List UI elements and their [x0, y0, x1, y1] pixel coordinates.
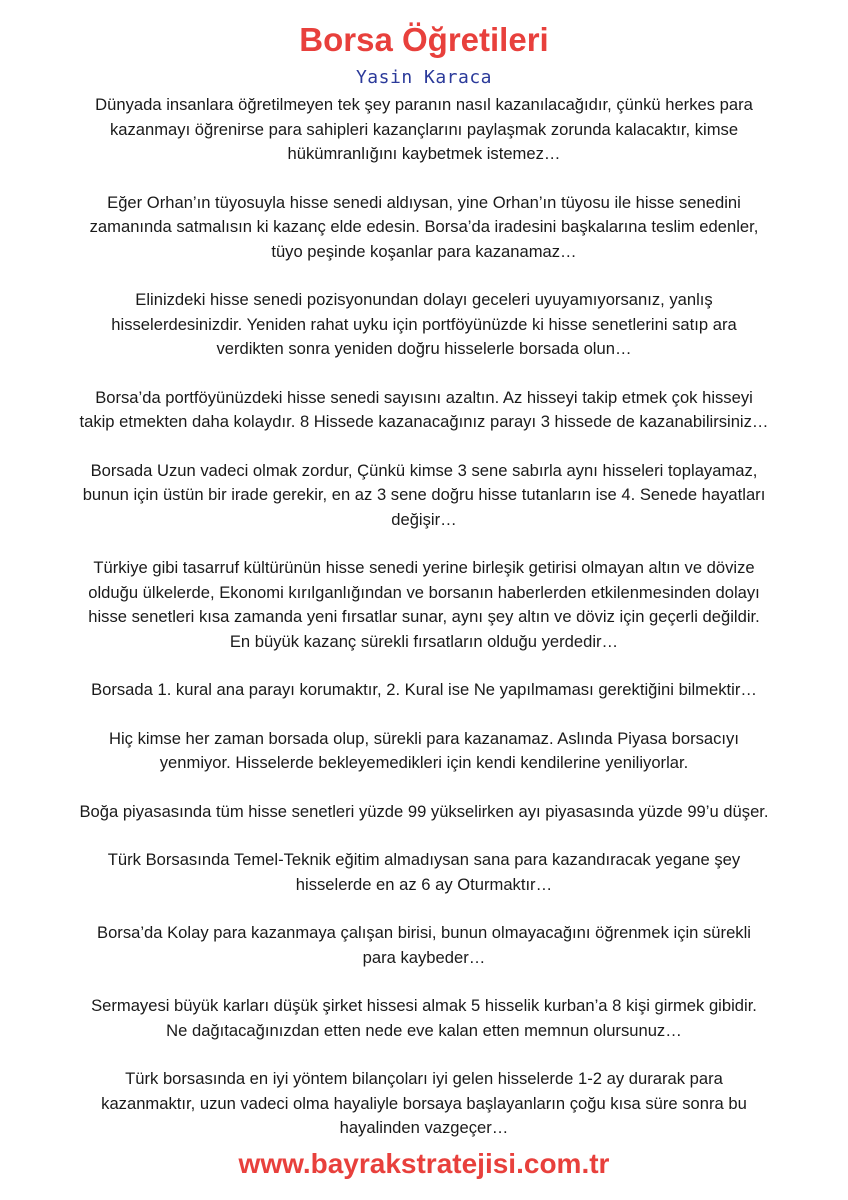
paragraph: Eğer Orhan’ın tüyosuyla hisse senedi aldıysan, yine Orhan’ın tüyosu ile hisse senedini zamanında satmalısın ki kazanç elde edesin. Borsa’da iradesini başkalarına teslim edenler, tüyo peşinde koşanlar para kazanamaz… — [89, 192, 759, 261]
paragraph: Borsada 1. kural ana parayı korumaktır, 2. Kural ise Ne yapılmaması gerektiğini bilmektir… — [91, 680, 757, 699]
paragraph: Sermayesi büyük karları düşük şirket hissesi almak 5 hisselik kurban’a 8 kişi girmek gibidir. Ne dağıtacağınızdan etten nede eve kalan etten memnun olursunuz… — [91, 996, 757, 1040]
paragraph: Türk Borsasında Temel-Teknik eğitim almadıysan sana para kazandıracak yegane şey hisselerde en az 6 ay Oturmaktır… — [107, 850, 741, 894]
paragraph: Elinizdeki hisse senedi pozisyonundan dolayı geceleri uyuyamıyorsanız, yanlış hisselerdesinizdir. Yeniden rahat uyku için portföyünüzde ki hisse senetlerini satıp ara verdikten sonra yeniden doğru hisselerle borsada olun… — [111, 290, 737, 358]
paragraph: Boğa piyasasında tüm hisse senetleri yüzde 99 yükselirken ayı piyasasında yüzde 99’u düşer. — [79, 801, 769, 821]
paragraph: Türkiye gibi tasarruf kültürünün hisse senedi yerine birleşik getirisi olmayan altın ve dövize olduğu ülkelerde, Ekonomi kırılganlığından ve borsanın haberlerden etkilenmesinden dolayı hisse senetleri kısa zamanda yeni fırsatlar sunar, aynı şey altın ve döviz için geçerli değildir. En büyük kazanç sürekli fırsatların olduğu yerdedir… — [88, 558, 760, 651]
paragraph: Hiç kimse her zaman borsada olup, sürekli para kazanamaz. Aslında Piyasa borsacıyı yenmiyor. Hisselerde bekleyemedikleri için kendi kendilerine yeniliyorlar. — [109, 728, 739, 772]
document-body — [40, 93, 808, 1165]
paragraph: Dünyada insanlara öğretilmeyen tek şey paranın nasıl kazanılacağıdır, çünkü herkes para kazanmayı öğrenirse para sahipleri kazançlarını paylaşmak zorunda kalacaktır, kimse hükümranlığını kaybetmek istemez… — [95, 95, 753, 163]
paragraph: Borsa’da portföyünüzdeki hisse senedi sayısını azaltın. Az hisseyi takip etmek çok hisseyi takip etmekten daha kolaydır. 8 Hissede kazanacağınız parayı 3 hissede de kazanabilirsiniz… — [79, 387, 769, 431]
paragraph: Türk borsasında en iyi yöntem bilançoları iyi gelen hisselerde 1-2 ay durarak para kazanmaktır, uzun vadeci olma hayaliyle borsaya başlayanların çoğu kısa süre sonra bu hayalinden vazgeçer… — [101, 1069, 747, 1137]
paragraph: Borsada Uzun vadeci olmak zordur, Çünkü kimse 3 sene sabırla aynı hisseleri toplayamaz, bunun için üstün bir irade gerekir, en az 3 sene doğru hisse tutanların ise 4. Senede hayatları değişir… — [82, 460, 766, 529]
author-name: Yasin Karaca — [355, 67, 493, 88]
paragraph: Borsa’da Kolay para kazanmaya çalışan birisi, bunun olmayacağını öğrenmek için sürekli para kaybeder… — [97, 923, 751, 967]
page-title: Borsa Öğretileri — [299, 21, 549, 58]
website-url: www.bayrakstratejisi.com.tr — [238, 1148, 610, 1179]
